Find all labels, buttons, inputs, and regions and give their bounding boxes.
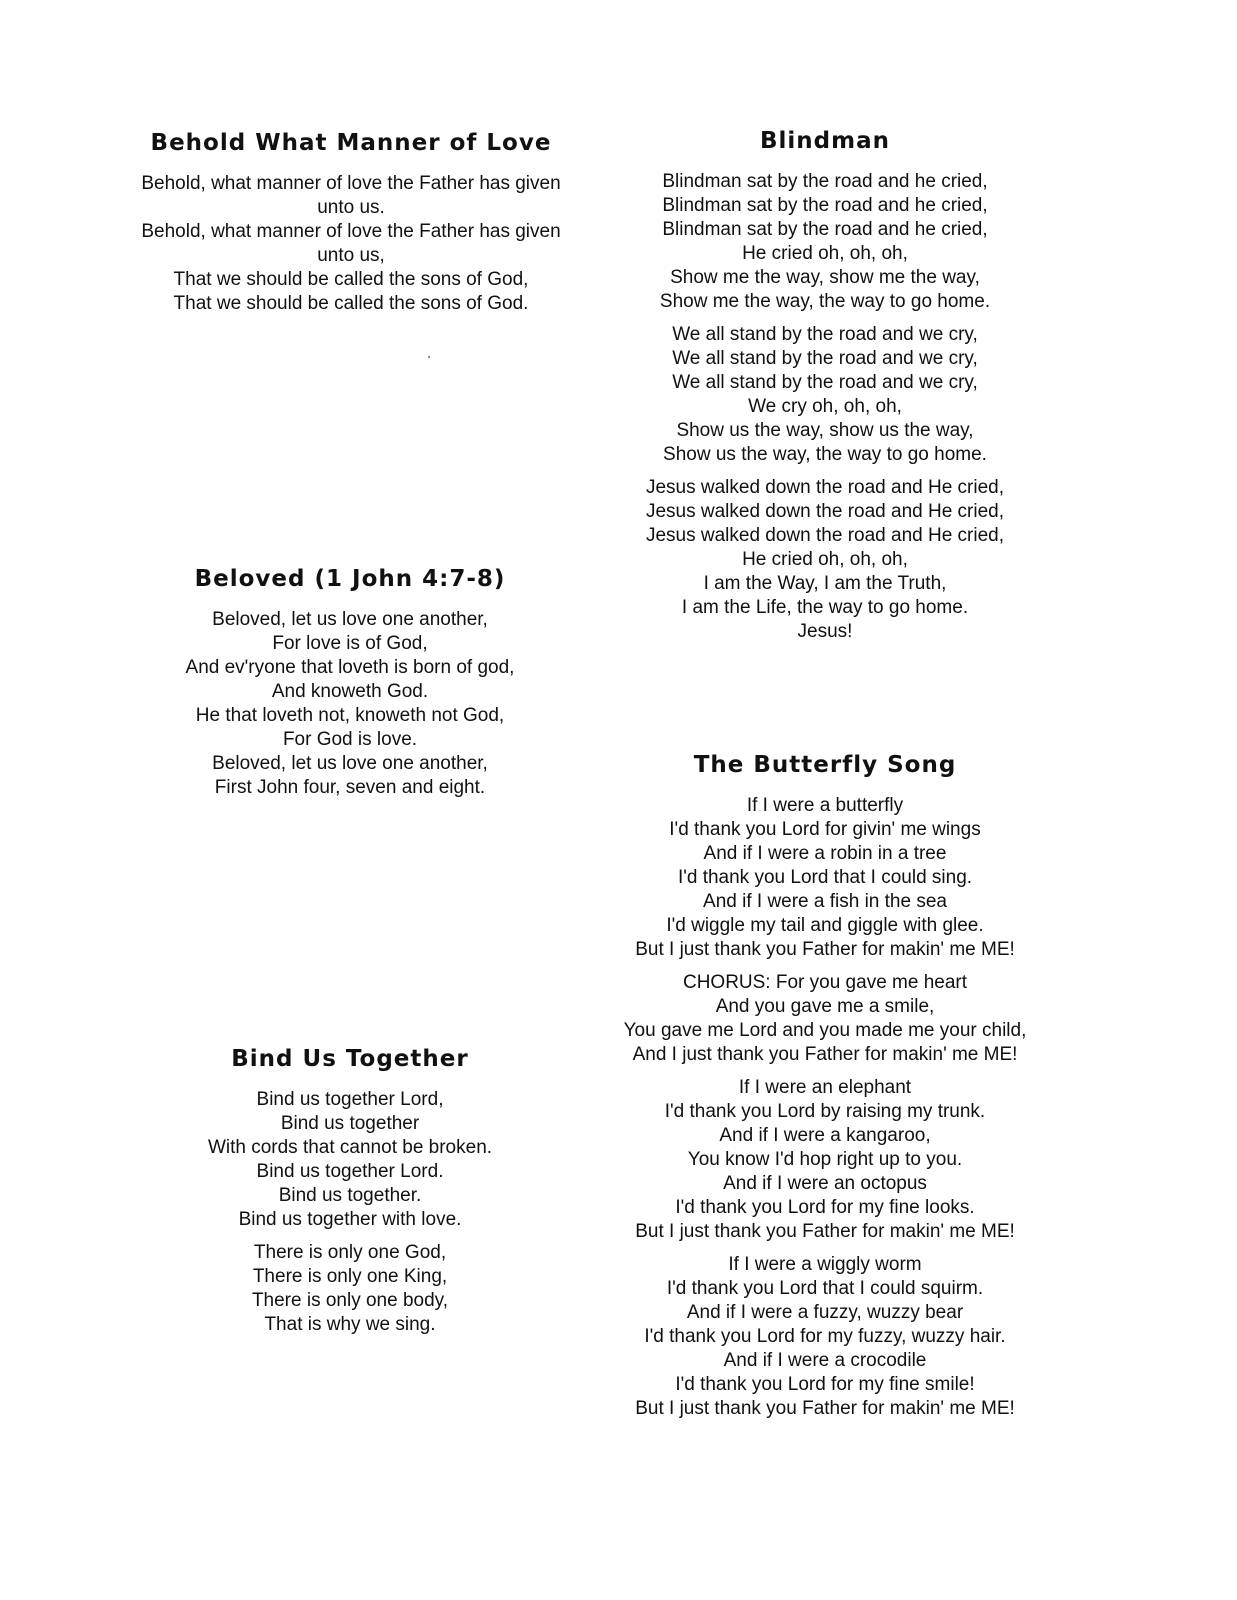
lyric-line: And knoweth God. [271, 681, 429, 702]
lyric-line: I'd wiggle my tail and giggle with glee. [666, 915, 984, 936]
song-bind-us-together [140, 1046, 560, 1346]
verse [600, 476, 1050, 644]
lyric-line: That we should be called the sons of God, [173, 269, 529, 290]
lyric-line: But I just thank you Father for makin' me ME! [635, 939, 1015, 960]
lyric-line: There is only one King, [252, 1266, 448, 1287]
lyric-line: And if I were an octopus [723, 1173, 927, 1194]
lyric-line: Jesus! [797, 621, 853, 642]
lyric-line: CHORUS: For you gave me heart [682, 972, 968, 993]
lyric-line: Behold, what manner of love the Father has given [141, 173, 561, 194]
lyric-line: But I just thank you Father for makin' me ME! [635, 1221, 1015, 1242]
lyric-line: With cords that cannot be broken. [207, 1137, 493, 1158]
lyric-line: If I were a wiggly worm [728, 1254, 922, 1275]
verse [600, 323, 1050, 467]
song-behold-what-manner-of-love [112, 130, 590, 325]
verse [600, 170, 1050, 314]
lyric-line: You gave me Lord and you made me your child, [623, 1020, 1027, 1041]
lyric-line: Blindman sat by the road and he cried, [662, 171, 988, 192]
lyric-line: If I were a butterfly [746, 795, 904, 816]
song-title: Bind Us Together [231, 1046, 469, 1072]
lyric-line: There is only one God, [253, 1242, 447, 1263]
lyric-line: We all stand by the road and we cry, [672, 324, 978, 345]
lyric-line: Bind us together Lord, [256, 1089, 444, 1110]
lyric-line: And if I were a robin in a tree [703, 843, 947, 864]
lyric-line: Jesus walked down the road and He cried, [645, 477, 1005, 498]
verse [600, 794, 1050, 962]
lyric-line: I'd thank you Lord that I could sing. [677, 867, 973, 888]
lyric-line: Bind us together [280, 1113, 420, 1134]
lyric-line: And if I were a kangaroo, [719, 1125, 931, 1146]
lyric-line: Beloved, let us love one another, [212, 753, 488, 774]
verse [140, 1088, 560, 1232]
verse [600, 1076, 1050, 1244]
lyric-line: And if I were a fuzzy, wuzzy bear [686, 1302, 964, 1323]
lyric-line: If I were an elephant [738, 1077, 912, 1098]
lyric-line: I'd thank you Lord for my fine looks. [675, 1197, 975, 1218]
lyric-line: He that loveth not, knoweth not God, [195, 705, 505, 726]
lyric-line: And I just thank you Father for makin' me ME! [632, 1044, 1018, 1065]
lyric-line: First John four, seven and eight. [214, 777, 486, 798]
song-title: Beloved (1 John 4:7-8) [194, 566, 506, 592]
verse [600, 1253, 1050, 1421]
song-title: The Butterfly Song [693, 752, 957, 778]
lyric-line: Show us the way, the way to go home. [663, 444, 987, 465]
lyric-line: And if I were a fish in the sea [703, 891, 947, 912]
verse [140, 1241, 560, 1337]
lyric-line: But I just thank you Father for makin' me ME! [635, 1398, 1015, 1419]
lyric-line: Behold, what manner of love the Father has given [141, 221, 561, 242]
lyric-line: There is only one body, [251, 1290, 449, 1311]
song-the-butterfly-song [600, 752, 1050, 1430]
lyric-line: I'd thank you Lord for my fuzzy, wuzzy hair. [644, 1326, 1006, 1347]
lyric-line: For love is of God, [272, 633, 428, 654]
lyric-line: I'd thank you Lord that I could squirm. [666, 1278, 984, 1299]
lyric-line: Blindman sat by the road and he cried, [662, 219, 988, 240]
lyric-line: That we should be called the sons of God. [173, 293, 529, 314]
lyric-line: Show us the way, show us the way, [676, 420, 974, 441]
lyric-line: I'd thank you Lord for my fine smile! [675, 1374, 975, 1395]
lyric-line: Bind us together Lord. [256, 1161, 444, 1182]
lyric-line: Jesus walked down the road and He cried, [645, 501, 1005, 522]
lyric-line: We cry oh, oh, oh, [748, 396, 902, 417]
verse [140, 608, 560, 800]
lyric-line: unto us. [317, 197, 385, 218]
lyric-line: And if I were a crocodile [723, 1350, 927, 1371]
lyric-line: I'd thank you Lord by raising my trunk. [664, 1101, 986, 1122]
chorus [600, 971, 1050, 1067]
lyric-line: He cried oh, oh, oh, [742, 243, 908, 264]
lyric-line: Blindman sat by the road and he cried, [662, 195, 988, 216]
lyric-line: I'd thank you Lord for givin' me wings [669, 819, 981, 840]
song-title: Behold What Manner of Love [150, 130, 552, 156]
lyric-line: Bind us together with love. [238, 1209, 462, 1230]
lyric-line: Show me the way, show me the way, [670, 267, 980, 288]
lyric-line: I am the Life, the way to go home. [681, 597, 969, 618]
lyric-line: You know I'd hop right up to you. [687, 1149, 963, 1170]
scan-speck [428, 356, 430, 358]
lyric-line: We all stand by the road and we cry, [672, 348, 978, 369]
lyric-line: unto us, [317, 245, 385, 266]
lyric-line: Jesus walked down the road and He cried, [645, 525, 1005, 546]
lyric-line: And you gave me a smile, [715, 996, 935, 1017]
lyric-line: Bind us together. [278, 1185, 422, 1206]
lyric-line: We all stand by the road and we cry, [672, 372, 978, 393]
lyric-line: And ev'ryone that loveth is born of god, [185, 657, 515, 678]
song-title: Blindman [760, 128, 890, 154]
lyric-line: That is why we sing. [264, 1314, 436, 1335]
lyric-line: I am the Way, I am the Truth, [703, 573, 947, 594]
lyric-line: He cried oh, oh, oh, [742, 549, 908, 570]
song-beloved [140, 566, 560, 809]
song-blindman [600, 128, 1050, 653]
lyric-line: For God is love. [282, 729, 418, 750]
lyric-line: Show me the way, the way to go home. [659, 291, 991, 312]
lyric-line: Beloved, let us love one another, [212, 609, 488, 630]
verse [112, 172, 590, 316]
